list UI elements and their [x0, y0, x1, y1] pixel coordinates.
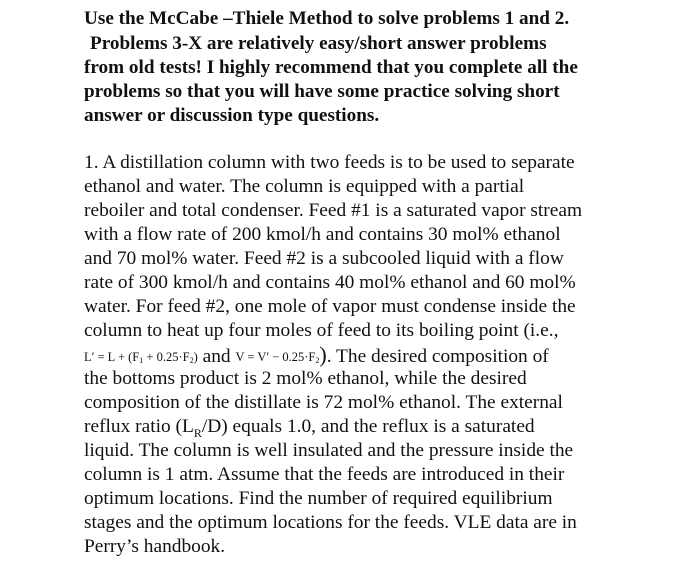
equation-1: [84, 350, 198, 364]
problem-line-15: optimum locations. Find the number of required equilibrium: [84, 488, 553, 509]
problem-line-1: 1. A distillation column with two feeds is to be used to separate: [84, 152, 575, 173]
problem-line-10: the bottoms product is 2 mol% ethanol, while the desired: [84, 368, 527, 389]
reflux-post: /D) equals 1.0, and the reflux is a saturated: [201, 416, 535, 437]
problem-line-8: column to heat up four moles of feed to its boiling point (i.e.,: [84, 320, 559, 341]
problem-line-11: composition of the distillate is 72 mol% ethanol. The external: [84, 392, 563, 413]
eq1-sub1: 1: [139, 356, 144, 365]
problem-line-3: reboiler and total condenser. Feed #1 is a saturated vapor stream: [84, 200, 583, 221]
problem-line-17: Perry’s handbook.: [84, 536, 226, 557]
equation-and: and: [197, 346, 236, 367]
eq1-close: ): [193, 350, 198, 364]
intro-line-4: problems so that you will have some practice solving short: [84, 81, 560, 102]
eq2-lhs: V = V′ − 0.25·F: [235, 350, 316, 364]
intro-line-1: Use the McCabe –Thiele Method to solve problems 1 and 2.: [84, 8, 570, 29]
eq1-mid: + 0.25·F: [143, 350, 190, 364]
eq2-sub: 2: [315, 356, 320, 365]
eq2-close: ): [319, 342, 327, 367]
problem-line-7: water. For feed #2, one mole of vapor must condense inside the: [84, 296, 576, 317]
problem-line-5: and 70 mol% water. Feed #2 is a subcooled liquid with a flow: [84, 248, 564, 269]
problem-line-6: rate of 300 kmol/h and contains 40 mol% ethanol and 60 mol%: [84, 272, 576, 293]
intro-line-3: from old tests! I highly recommend that you complete all the: [84, 57, 578, 78]
problem-line-4: with a flow rate of 200 kmol/h and contains 30 mol% ethanol: [84, 224, 561, 245]
problem-line-2: ethanol and water. The column is equipped with a partial: [84, 176, 525, 197]
intro-line-2: Problems 3-X are relatively easy/short answer problems: [90, 33, 547, 54]
problem-line-16: stages and the optimum locations for the feeds. VLE data are in: [84, 512, 577, 533]
problem-line-14: column is 1 atm. Assume that the feeds are introduced in their: [84, 464, 565, 485]
intro-line-5: answer or discussion type questions.: [84, 105, 380, 126]
problem-line-13: liquid. The column is well insulated and the pressure inside the: [84, 440, 574, 461]
reflux-sub: R: [193, 425, 202, 440]
eq1-sub2: 2: [189, 356, 194, 365]
reflux-pre: reflux ratio (L: [84, 416, 194, 437]
equation-2: [235, 350, 319, 364]
equation-tail: . The desired composition of: [326, 346, 549, 367]
eq1-lhs: L′ = L + (F: [84, 350, 140, 364]
